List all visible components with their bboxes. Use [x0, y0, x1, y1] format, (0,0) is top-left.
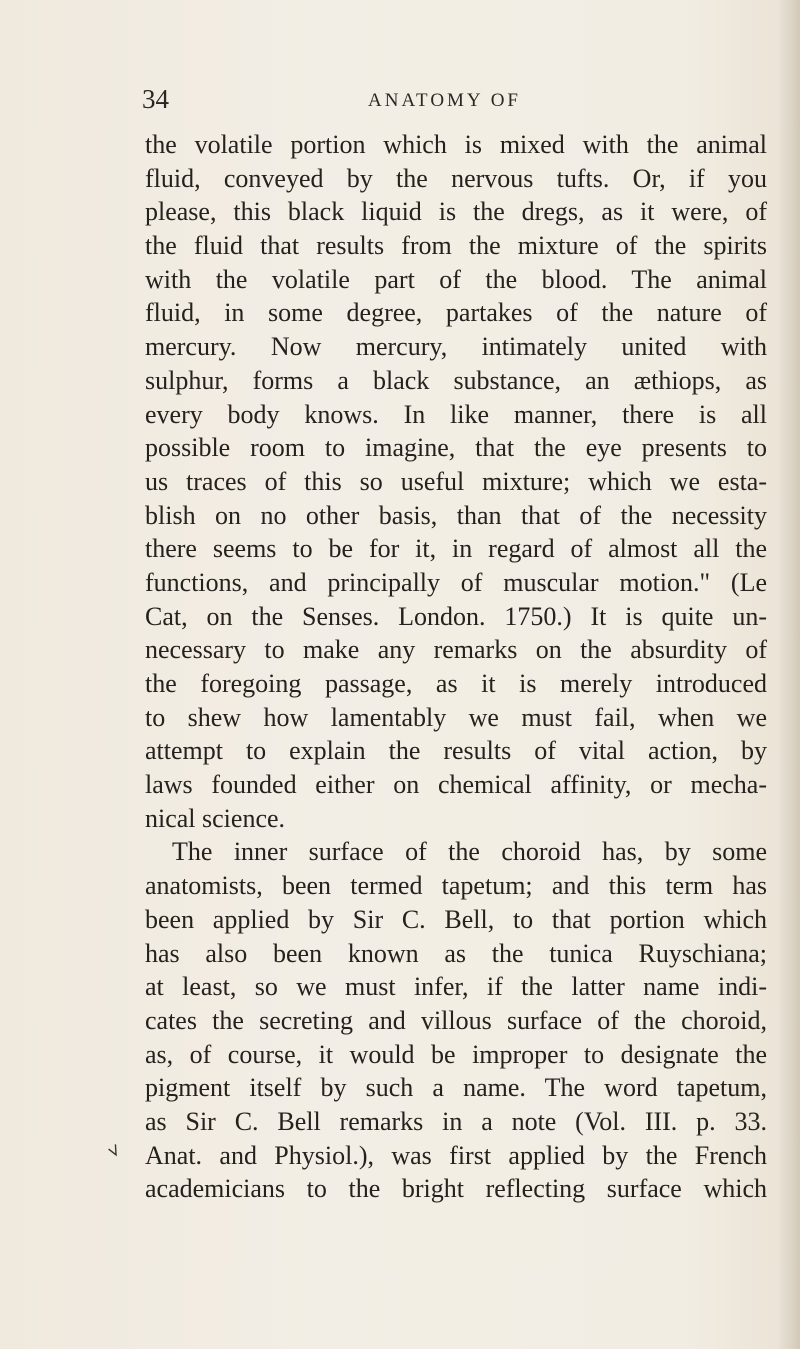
text-line: functions, and principally of muscular motion." (Le [145, 567, 767, 597]
text-line-paragraph-end: nical science. [145, 803, 286, 833]
text-line: blish on no other basis, than that of the necessity [145, 500, 767, 530]
page-header [142, 84, 762, 118]
text-line: the fluid that results from the mixture of the spirits [145, 231, 767, 261]
page-edge-shadow [778, 0, 800, 1349]
text-line: sulphur, forms a black substance, an æthiops, as [145, 365, 767, 395]
text-line: necessary to make any remarks on the absurdity of [145, 635, 767, 665]
text-line: fluid, in some degree, partakes of the nature of [145, 298, 767, 328]
text-line: cates the secreting and villous surface of the choroid, [145, 1005, 767, 1035]
margin-pencil-mark-icon [105, 1141, 124, 1163]
body-text [145, 128, 767, 1206]
text-line: Cat, on the Senses. London. 1750.) It is quite un- [145, 601, 767, 631]
text-line: there seems to be for it, in regard of almost all the [145, 534, 767, 564]
text-line: fluid, conveyed by the nervous tufts. Or, if you [145, 163, 767, 193]
text-line: pigment itself by such a name. The word tapetum, [145, 1073, 767, 1103]
text-line: anatomists, been termed tapetum; and this term has [145, 871, 767, 901]
text-line: been applied by Sir C. Bell, to that portion which [145, 904, 767, 934]
text-line: attempt to explain the results of vital action, by [145, 736, 767, 766]
text-line: laws founded either on chemical affinity, or mecha- [145, 770, 767, 800]
running-head: ANATOMY OF [368, 90, 521, 111]
text-line: please, this black liquid is the dregs, as it were, of [145, 197, 767, 227]
text-line: at least, so we must infer, if the latter name indi- [145, 972, 767, 1002]
text-line: Anat. and Physiol.), was first applied by the French [145, 1140, 767, 1170]
text-line: us traces of this so useful mixture; which we esta- [145, 466, 767, 496]
text-line: has also been known as the tunica Ruyschiana; [145, 938, 767, 968]
text-line: possible room to imagine, that the eye presents to [145, 433, 767, 463]
text-line: mercury. Now mercury, intimately united with [145, 332, 767, 362]
text-line: with the volatile part of the blood. The animal [145, 264, 767, 294]
text-line-paragraph-start: The inner surface of the choroid has, by some [172, 837, 767, 867]
text-line: the volatile portion which is mixed with the animal [145, 130, 767, 159]
text-line: to shew how lamentably we must fail, when we [145, 702, 767, 732]
text-line: every body knows. In like manner, there is all [145, 399, 767, 429]
page-number: 34 [142, 84, 169, 114]
text-line: as, of course, it would be improper to designate the [145, 1039, 767, 1069]
text-line: the foregoing passage, as it is merely introduced [145, 669, 767, 698]
text-line: as Sir C. Bell remarks in a note (Vol. III. p. 33. [145, 1106, 767, 1136]
text-line: academicians to the bright reflecting surface which [145, 1174, 767, 1204]
